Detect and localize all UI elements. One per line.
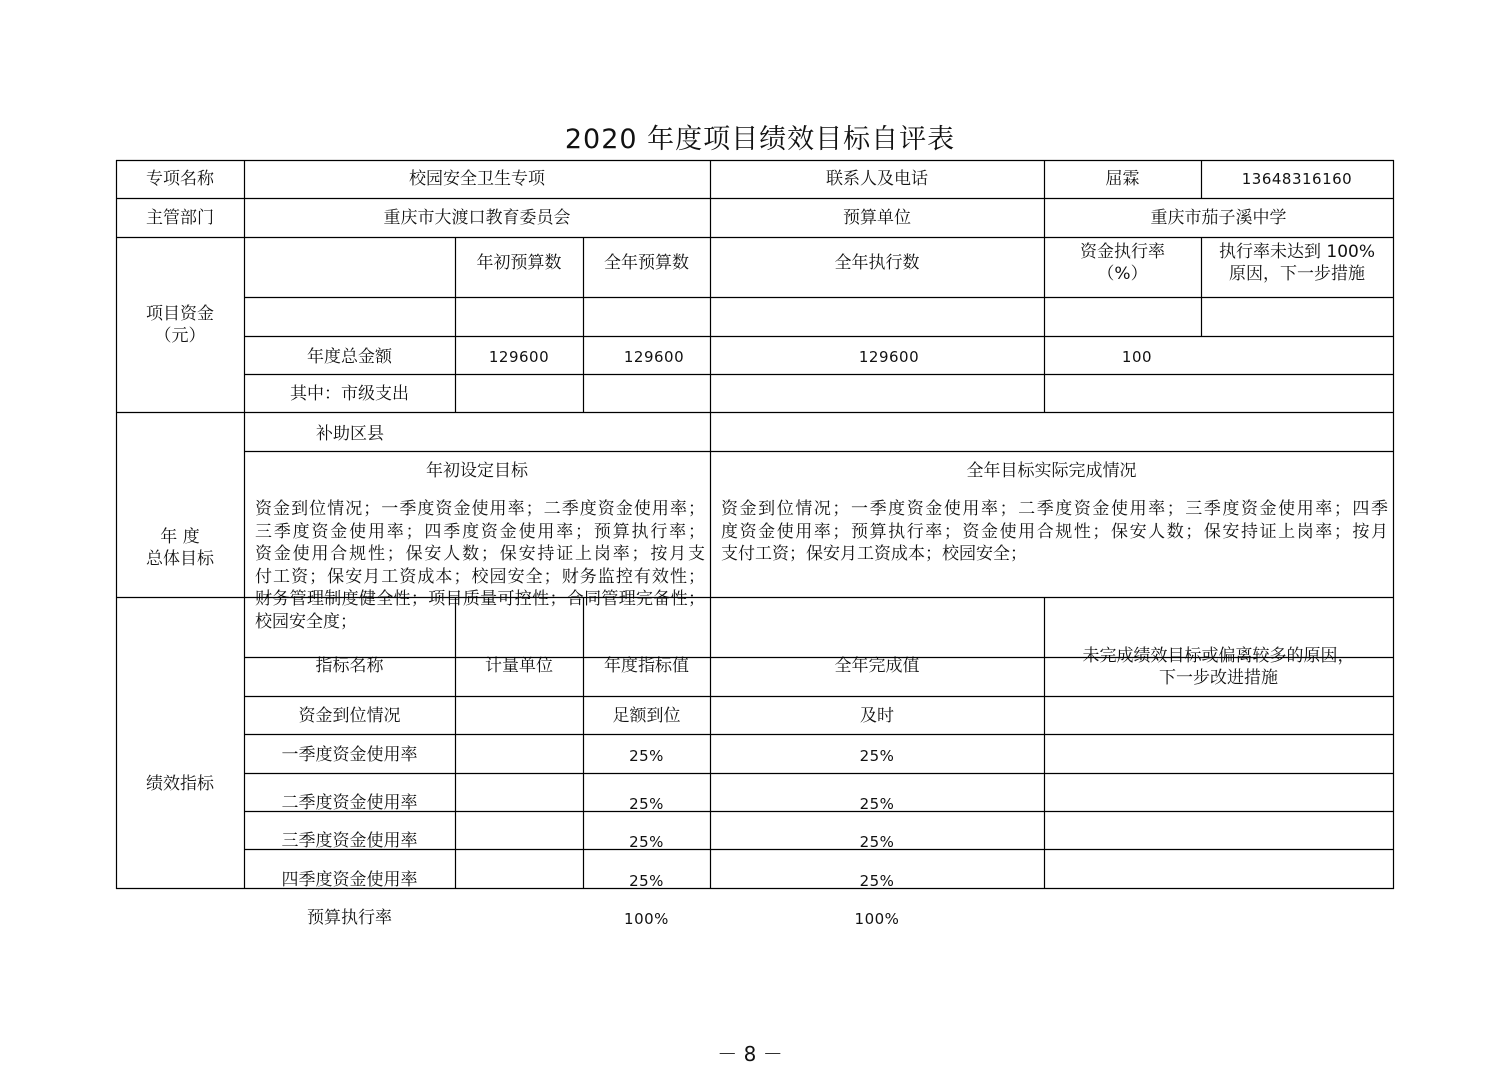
initial-target-line: 资金使用合规性；保安人数；保安持证上岗率；按月支 bbox=[255, 544, 705, 564]
indicator-name: 一季度资金使用率 bbox=[281, 745, 418, 765]
county-subsidy-label: 补助区县 bbox=[316, 423, 384, 444]
initial-target-text bbox=[255, 498, 705, 633]
indicator-target: 足额到位 bbox=[612, 706, 681, 726]
overall-goal-label bbox=[116, 526, 244, 570]
actual-completion-line: 资金到位情况；一季度资金使用率；二季度资金使用率；三季度资金使用率；四季 bbox=[721, 499, 1388, 519]
indicator-name: 四季度资金使用率 bbox=[281, 870, 418, 890]
indicator-actual: 25% bbox=[859, 795, 895, 813]
actual-completion-header: 全年目标实际完成情况 bbox=[966, 461, 1137, 481]
actual-completion-text bbox=[721, 498, 1388, 566]
header-indicator-name: 指标名称 bbox=[315, 656, 384, 676]
indicator-target: 100% bbox=[624, 910, 669, 928]
header-annual-budget: 全年预算数 bbox=[604, 253, 689, 273]
department-value: 重庆市大渡口教育委员会 bbox=[383, 207, 571, 228]
actual-completion-line: 度资金使用率；预算执行率；资金使用合规性；保安人数；保安持证上岗率；按月 bbox=[721, 521, 1388, 542]
project-name-value: 校园安全卫生专项 bbox=[409, 169, 545, 189]
indicators-label: 绩效指标 bbox=[146, 774, 214, 794]
project-funds-label-line1: 项目资金 bbox=[146, 304, 214, 324]
indicator-target: 25% bbox=[629, 833, 664, 851]
total-amount-label: 年度总金额 bbox=[307, 347, 392, 367]
total-annual-execution: 129600 bbox=[858, 348, 920, 366]
indicator-name: 三季度资金使用率 bbox=[281, 831, 418, 851]
project-funds-label bbox=[116, 237, 244, 413]
budget-unit-value: 重庆市茄子溪中学 bbox=[1150, 207, 1287, 228]
header-annual-actual: 全年完成值 bbox=[834, 656, 920, 676]
contact-person: 屈霖 bbox=[1105, 169, 1140, 189]
header-annual-target: 年度指标值 bbox=[604, 656, 689, 676]
project-name-label: 专项名称 bbox=[146, 169, 214, 189]
initial-target-line: 资金到位情况；一季度资金使用率；二季度资金使用率； bbox=[255, 499, 705, 519]
header-deviation-reason-line2: 下一步改进措施 bbox=[1159, 668, 1278, 688]
indicator-actual: 25% bbox=[859, 872, 895, 890]
contact-phone: 13648316160 bbox=[1241, 170, 1353, 188]
header-shortfall-reason-line2: 原因，下一步措施 bbox=[1229, 264, 1365, 284]
indicator-actual: 100% bbox=[854, 910, 900, 928]
indicator-actual: 25% bbox=[859, 747, 895, 765]
header-execution-rate-line2: （%） bbox=[1097, 264, 1148, 284]
initial-target-line: 三季度资金使用率；四季度资金使用率；预算执行率； bbox=[255, 521, 705, 542]
indicator-name: 预算执行率 bbox=[307, 908, 392, 928]
indicator-actual: 25% bbox=[859, 833, 895, 851]
header-indicator-unit: 计量单位 bbox=[485, 656, 553, 676]
total-initial-budget: 129600 bbox=[488, 348, 550, 366]
total-annual-budget: 129600 bbox=[623, 348, 685, 366]
indicator-target: 25% bbox=[629, 872, 664, 890]
overall-goal-label-line2: 总体目标 bbox=[146, 549, 214, 569]
project-funds-label-line2: （元） bbox=[154, 326, 206, 346]
indicator-name: 资金到位情况 bbox=[298, 706, 401, 726]
initial-target-line: 校园安全度； bbox=[255, 611, 357, 632]
budget-unit-label: 预算单位 bbox=[843, 207, 911, 228]
indicator-target: 25% bbox=[629, 795, 664, 813]
header-execution-rate-line1: 资金执行率 bbox=[1080, 242, 1165, 262]
department-label: 主管部门 bbox=[146, 207, 214, 228]
header-shortfall-reason-line1: 执行率未达到 100% bbox=[1218, 242, 1375, 262]
page-number: － 8 － bbox=[717, 1042, 783, 1066]
header-shortfall-reason bbox=[1201, 237, 1393, 289]
header-deviation-reason-line1: 未完成绩效目标或偏离较多的原因， bbox=[1082, 646, 1355, 666]
indicator-target: 25% bbox=[629, 747, 664, 765]
municipal-expense-label: 其中：市级支出 bbox=[290, 384, 409, 404]
indicator-actual: 及时 bbox=[860, 706, 894, 726]
header-execution-rate bbox=[1044, 237, 1201, 289]
overall-goal-label-line1: 年 度 bbox=[160, 527, 200, 547]
contact-label: 联系人及电话 bbox=[826, 169, 928, 189]
total-execution-rate: 100 bbox=[1121, 348, 1153, 366]
page-title: 2020 年度项目绩效目标自评表 bbox=[564, 124, 956, 155]
header-deviation-reason bbox=[1044, 645, 1393, 689]
initial-target-line: 付工资；保安月工资成本；校园安全；财务监控有效性； bbox=[255, 566, 705, 587]
actual-completion-line: 支付工资；保安月工资成本；校园安全； bbox=[721, 544, 1027, 564]
initial-target-header: 年初设定目标 bbox=[426, 461, 528, 481]
header-annual-execution: 全年执行数 bbox=[834, 253, 920, 273]
header-initial-budget: 年初预算数 bbox=[476, 253, 562, 273]
indicator-name: 二季度资金使用率 bbox=[281, 793, 418, 813]
initial-target-line: 财务管理制度健全性；项目质量可控性；合同管理完备性； bbox=[255, 589, 705, 609]
